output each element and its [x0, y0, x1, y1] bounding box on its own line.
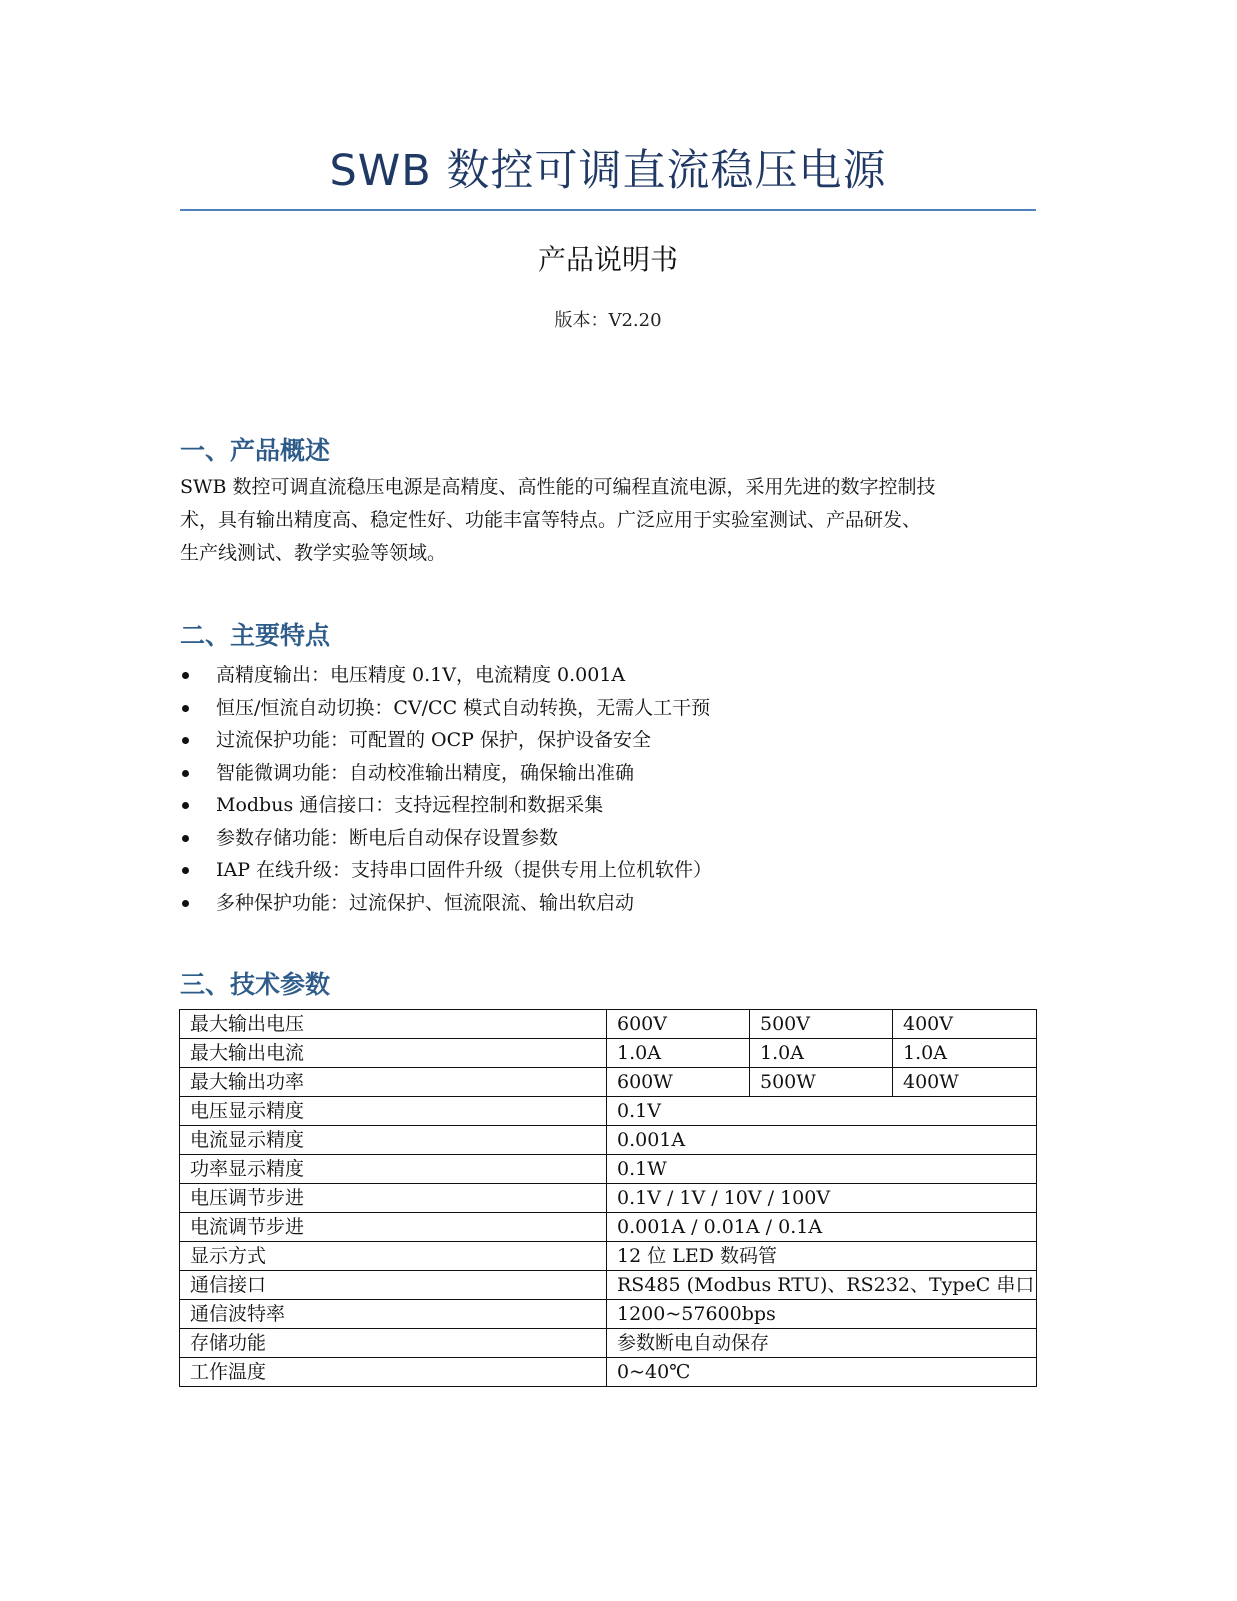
spec-label: 电流显示精度: [180, 1126, 607, 1155]
spec-value: 1.0A: [750, 1039, 893, 1068]
spec-label: 电压调节步进: [180, 1184, 607, 1213]
list-item: [180, 659, 1036, 692]
table-row: [180, 1097, 1037, 1126]
table-row: [180, 1271, 1037, 1300]
overview-paragraph: [180, 471, 1036, 570]
spec-value: 1200~57600bps: [607, 1300, 1037, 1329]
bullet-icon: [182, 867, 189, 874]
overview-line: SWB 数控可调直流稳压电源是高精度、高性能的可编程直流电源，采用先进的数字控制技: [180, 476, 936, 498]
spec-value: 0.1V: [607, 1097, 1037, 1126]
spec-label: 工作温度: [180, 1358, 607, 1387]
overview-line: 生产线测试、教学实验等领域。: [180, 542, 447, 564]
spec-label: 最大输出电流: [180, 1039, 607, 1068]
section-heading-overview: 一、产品概述: [180, 436, 331, 465]
overview-line: 术，具有输出精度高、稳定性好、功能丰富等特点。广泛应用于实验室测试、产品研发、: [180, 509, 922, 531]
feature-text: 恒压/恒流自动切换：CV/CC 模式自动转换，无需人工干预: [216, 696, 711, 719]
spec-label: 通信波特率: [180, 1300, 607, 1329]
bullet-icon: [182, 705, 189, 712]
bullet-icon: [182, 770, 189, 777]
feature-text: 多种保护功能：过流保护、恒流限流、输出软启动: [216, 891, 635, 914]
spec-value: 1.0A: [607, 1039, 750, 1068]
feature-text: 高精度输出：电压精度 0.1V，电流精度 0.001A: [216, 664, 626, 686]
bullet-icon: [182, 672, 189, 679]
spec-table: [179, 1009, 1037, 1387]
table-row: [180, 1010, 1037, 1039]
spec-value: 400V: [893, 1010, 1037, 1039]
bullet-icon: [182, 900, 189, 907]
table-row: [180, 1300, 1037, 1329]
feature-text: 过流保护功能：可配置的 OCP 保护，保护设备安全: [216, 729, 651, 751]
spec-label: 最大输出功率: [180, 1068, 607, 1097]
spec-label: 显示方式: [180, 1242, 607, 1271]
list-item: [180, 822, 1036, 855]
document-title: SWB 数控可调直流稳压电源: [329, 146, 887, 196]
table-row: [180, 1358, 1037, 1387]
feature-list: [180, 659, 1036, 919]
version-label: 版本：V2.20: [554, 310, 662, 331]
table-row: [180, 1242, 1037, 1271]
feature-text: 参数存储功能：断电后自动保存设置参数: [216, 826, 559, 849]
spec-value: 0.001A / 0.01A / 0.1A: [607, 1213, 1037, 1242]
list-item: [180, 692, 1036, 725]
bullet-icon: [182, 737, 189, 744]
section-heading-specs: 三、技术参数: [180, 970, 331, 999]
table-row: [180, 1184, 1037, 1213]
spec-value: 0.1V / 1V / 10V / 100V: [607, 1184, 1037, 1213]
table-row: [180, 1213, 1037, 1242]
feature-text: Modbus 通信接口：支持远程控制和数据采集: [216, 794, 604, 816]
list-item: [180, 854, 1036, 887]
feature-text: IAP 在线升级：支持串口固件升级（提供专用上位机软件）: [216, 859, 713, 881]
spec-value: 0~40℃: [607, 1358, 1037, 1387]
spec-label: 通信接口: [180, 1271, 607, 1300]
spec-value: 0.001A: [607, 1126, 1037, 1155]
spec-value: 0.1W: [607, 1155, 1037, 1184]
spec-label: 电流调节步进: [180, 1213, 607, 1242]
spec-value: 500W: [750, 1068, 893, 1097]
table-row: [180, 1329, 1037, 1358]
spec-label: 功率显示精度: [180, 1155, 607, 1184]
spec-value: 400W: [893, 1068, 1037, 1097]
spec-value: 参数断电自动保存: [607, 1329, 1037, 1358]
list-item: [180, 724, 1036, 757]
table-row: [180, 1039, 1037, 1068]
table-row: [180, 1126, 1037, 1155]
section-heading-features: 二、主要特点: [180, 621, 331, 650]
list-item: [180, 789, 1036, 822]
spec-value: 600W: [607, 1068, 750, 1097]
bullet-icon: [182, 835, 189, 842]
spec-value: 1.0A: [893, 1039, 1037, 1068]
list-item: [180, 757, 1036, 790]
spec-value: 12 位 LED 数码管: [607, 1242, 1037, 1271]
spec-label: 存储功能: [180, 1329, 607, 1358]
table-row: [180, 1068, 1037, 1097]
spec-value: 600V: [607, 1010, 750, 1039]
table-row: [180, 1155, 1037, 1184]
spec-value: RS485 (Modbus RTU)、RS232、TypeC 串口: [607, 1271, 1037, 1300]
spec-value: 500V: [750, 1010, 893, 1039]
title-divider: [180, 209, 1036, 211]
bullet-icon: [182, 802, 189, 809]
feature-text: 智能微调功能：自动校准输出精度，确保输出准确: [216, 761, 635, 784]
document-subtitle: 产品说明书: [537, 243, 678, 276]
spec-label: 电压显示精度: [180, 1097, 607, 1126]
list-item: [180, 887, 1036, 920]
spec-label: 最大输出电压: [180, 1010, 607, 1039]
